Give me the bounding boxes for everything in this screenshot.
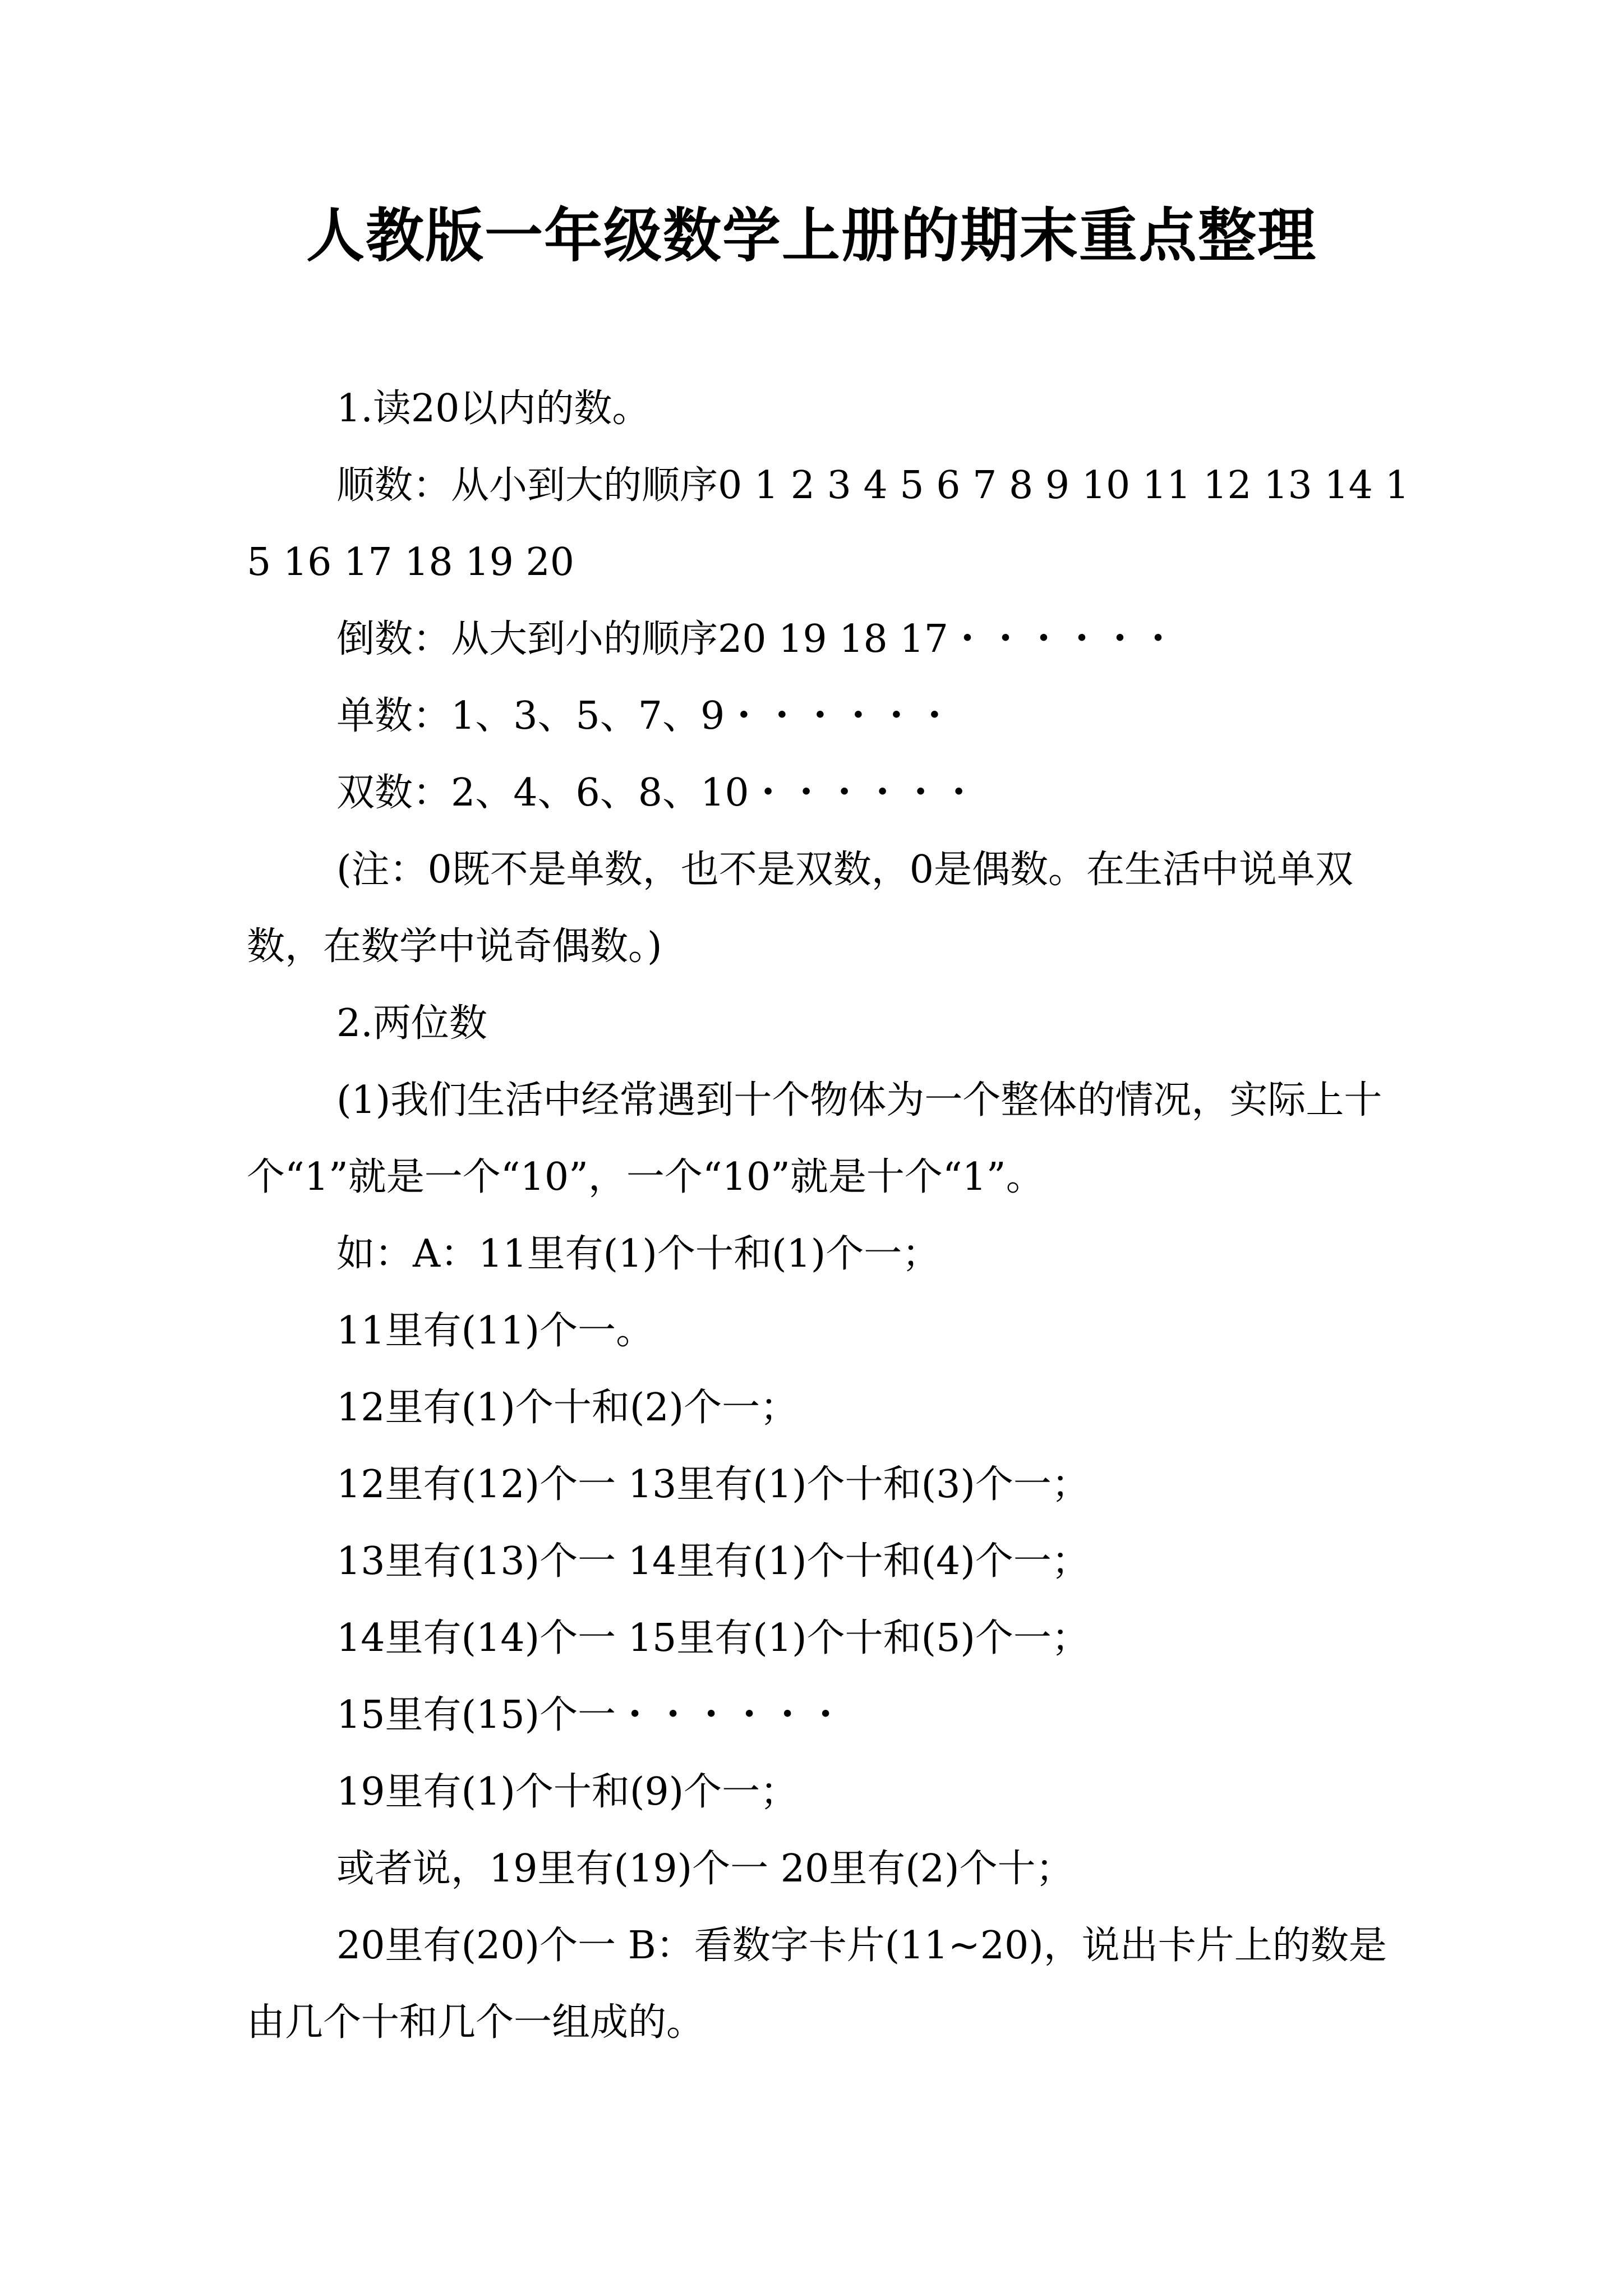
paragraph-20-cards: 20里有(20)个一 B：看数字卡片(11~20)，说出卡片上的数是由几个十和几个一组成的。 [247, 1924, 1387, 2045]
paragraph-13-14: 13里有(13)个一 14里有(1)个十和(4)个一； [336, 1539, 1090, 1584]
paragraph-12-13: 12里有(12)个一 13里有(1)个十和(3)个一； [336, 1462, 1090, 1507]
paragraph-14-15: 14里有(14)个一 15里有(1)个十和(5)个一； [336, 1616, 1090, 1660]
paragraph-count-up: 顺数：从小到大的顺序0 1 2 3 4 5 6 7 8 9 10 11 12 13 14 15 16 17 18 19 20 [247, 463, 1409, 585]
paragraph-two-digit-heading: 2.两位数 [336, 1001, 487, 1046]
paragraph-12: 12里有(1)个十和(2)个一； [336, 1386, 799, 1430]
paragraph-count-down: 倒数：从大到小的顺序20 19 18 17・・・・・・ [336, 617, 1177, 661]
paragraph-odd-numbers: 单数：1、3、5、7、9・・・・・・ [336, 694, 954, 738]
paragraph-19: 19里有(1)个十和(9)个一； [336, 1770, 799, 1814]
paragraph-even-numbers: 双数：2、4、6、8、10・・・・・・ [336, 771, 978, 815]
paragraph-note-zero: (注：0既不是单数，也不是双数，0是偶数。在生活中说单双数，在数学中说奇偶数。) [247, 848, 1354, 969]
paragraph-11-ones: 11里有(11)个一。 [336, 1309, 654, 1353]
paragraph-15-ones: 15里有(15)个一・・・・・・ [336, 1693, 845, 1737]
document-title: 人教版一年级数学上册的期末重点整理 [306, 201, 1317, 270]
document-body [247, 370, 1424, 2061]
paragraph-tens-and-ones: (1)我们生活中经常遇到十个物体为一个整体的情况，实际上十个“1”就是一个“10”，一个“10”就是十个“1”。 [247, 1078, 1382, 1199]
paragraph-example-11: 如：A：11里有(1)个十和(1)个一； [336, 1232, 940, 1276]
paragraph-19-20: 或者说，19里有(19)个一 20里有(2)个十； [336, 1847, 1074, 1891]
paragraph-read-numbers: 1.读20以内的数。 [336, 386, 651, 431]
